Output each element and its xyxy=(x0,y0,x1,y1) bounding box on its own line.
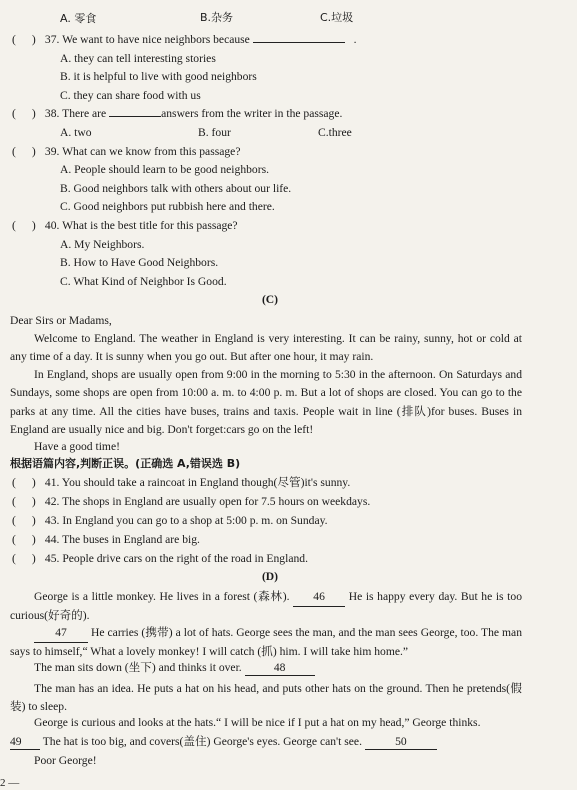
option-c: C.three xyxy=(318,126,352,139)
question-38 xyxy=(12,107,342,121)
answer-paren-open: ( xyxy=(12,533,16,546)
q40-option-c: C. What Kind of Neighbor Is Good. xyxy=(60,275,227,288)
question-number: 44. xyxy=(44,533,60,546)
q37-option-b: B. it is helpful to live with good neighbors xyxy=(60,70,257,83)
true-false-instruction: 根据语篇内容,判断正误。(正确选 A,错误选 B) xyxy=(10,457,241,470)
question-number: 40. xyxy=(44,219,60,232)
question-text: People drive cars on the right of the road in England. xyxy=(62,552,308,565)
answer-paren-close: ) xyxy=(31,107,36,120)
question-37 xyxy=(12,33,357,47)
answer-paren-close: ) xyxy=(31,476,36,489)
answer-paren-open: ( xyxy=(12,145,16,158)
q40-option-a: A. My Neighbors. xyxy=(60,238,145,251)
option-a: A. 零食 xyxy=(60,12,97,25)
question-text-a: There are xyxy=(62,107,107,120)
cloze-blank-46[interactable]: 46 xyxy=(293,588,345,607)
question-text: We want to have nice neighbors because xyxy=(62,33,250,46)
question-number: 42. xyxy=(44,495,60,508)
question-number: 41. xyxy=(44,476,60,489)
passage-d-paragraph-2 xyxy=(10,624,522,661)
question-41 xyxy=(12,476,350,490)
question-number: 39. xyxy=(44,145,60,158)
question-number: 43. xyxy=(44,514,60,527)
question-text-b: answers from the writer in the passage. xyxy=(161,107,343,120)
answer-paren-open: ( xyxy=(12,107,16,120)
q37-option-c: C. they can share food with us xyxy=(60,89,201,102)
question-text: The shops in England are usually open for 7.5 hours on weekdays. xyxy=(62,495,371,508)
answer-paren-close: ) xyxy=(31,33,36,46)
question-43 xyxy=(12,514,328,528)
section-c-heading: (C) xyxy=(261,293,279,306)
passage-d-paragraph-3 xyxy=(34,661,315,676)
answer-paren-open: ( xyxy=(12,33,16,46)
passage-text: The hat is too big, and covers(盖住) George's eyes. George can't see. xyxy=(42,735,362,748)
cloze-blank-47[interactable]: 47 xyxy=(34,624,88,643)
option-a: A. two xyxy=(60,126,92,139)
answer-paren-open: ( xyxy=(12,219,16,232)
question-39 xyxy=(12,145,240,159)
answer-blank[interactable] xyxy=(109,116,161,117)
question-44 xyxy=(12,533,200,547)
answer-paren-open: ( xyxy=(12,514,16,527)
option-c: C.垃圾 xyxy=(320,11,354,24)
passage-text: He carries (携带) a lot of hats. George sees the man, and the man sees George, too. The man says to himself,“ What a lovely monkey! I will catch (抓) him. I will take him home.” xyxy=(10,626,522,658)
question-40 xyxy=(12,219,238,233)
question-text: What is the best title for this passage? xyxy=(62,219,238,232)
question-text: You should take a raincoat in England though(尽管)it's sunny. xyxy=(61,476,351,489)
answer-paren-close: ) xyxy=(31,533,36,546)
question-42 xyxy=(12,495,370,509)
passage-text: The man sits down (坐下) and thinks it over. xyxy=(34,661,242,674)
question-45 xyxy=(12,552,308,566)
passage-d-paragraph-6 xyxy=(10,735,437,750)
answer-paren-close: ) xyxy=(31,552,36,565)
q39-option-a: A. People should learn to be good neighbors. xyxy=(60,163,269,176)
question-number: 45. xyxy=(44,552,60,565)
q39-option-c: C. Good neighbors put rubbish here and there. xyxy=(60,200,275,213)
question-text: What can we know from this passage? xyxy=(62,145,241,158)
question-end: . xyxy=(353,33,357,46)
passage-text: George is a little monkey. He lives in a forest (森林). xyxy=(34,590,290,603)
passage-d-paragraph-5: George is curious and looks at the hats.“ I will be nice if I put a hat on my head,” George thinks. xyxy=(34,716,481,729)
passage-text: He is happy every day. But he is too curious(好奇的). xyxy=(10,590,522,622)
answer-paren-close: ) xyxy=(31,219,36,232)
passage-c-paragraph-2: In England, shops are usually open from 9:00 in the morning to 5:30 in the afternoon. On Saturdays and Sundays, some shops are open from 10:00 a. m. to 4:00 p. m. But a lot of shops are closed. You can go to the parks at any time. All the cities have buses, trains and taxis. People wait in line (排队)for buses. Buses in England are usually nice and big. Don't forget:cars go on the left! xyxy=(10,368,522,437)
answer-paren-open: ( xyxy=(12,552,16,565)
passage-d-paragraph-1 xyxy=(10,588,522,625)
q36-options xyxy=(60,12,480,26)
answer-blank[interactable] xyxy=(253,42,345,43)
q38-options xyxy=(60,126,460,140)
section-d-heading: (D) xyxy=(261,570,279,583)
passage-c-paragraph-1: Welcome to England. The weather in England is very interesting. It can be rainy, sunny, hot or cold at any time of a day. It is sunny when you go out. But after one hour, it may rain. xyxy=(10,332,522,363)
page-number: 2 — xyxy=(0,777,20,789)
answer-paren-close: ) xyxy=(31,495,36,508)
q37-option-a: A. they can tell interesting stories xyxy=(60,52,216,65)
cloze-blank-50[interactable]: 50 xyxy=(365,735,437,750)
question-number: 38. xyxy=(44,107,60,120)
question-text: The buses in England are big. xyxy=(62,533,200,546)
q40-option-b: B. How to Have Good Neighbors. xyxy=(60,256,219,269)
passage-d-paragraph-7: Poor George! xyxy=(34,754,97,767)
answer-paren-close: ) xyxy=(31,145,36,158)
question-text: In England you can go to a shop at 5:00 p. m. on Sunday. xyxy=(62,514,328,527)
letter-greeting: Dear Sirs or Madams, xyxy=(10,314,112,327)
cloze-blank-48[interactable]: 48 xyxy=(245,661,315,676)
cloze-blank-49[interactable]: 49 xyxy=(10,735,40,750)
passage-d-paragraph-4: The man has an idea. He puts a hat on his head, and puts other hats on the ground. Then he pretends(假装) to sleep. xyxy=(10,682,522,713)
answer-paren-close: ) xyxy=(31,514,36,527)
question-number: 37. xyxy=(44,33,60,46)
q39-option-b: B. Good neighbors talk with others about our life. xyxy=(60,182,292,195)
answer-paren-open: ( xyxy=(12,476,16,489)
answer-paren-open: ( xyxy=(12,495,16,508)
option-b: B. four xyxy=(198,126,231,139)
option-b: B.杂务 xyxy=(200,11,234,24)
passage-c-closing: Have a good time! xyxy=(34,440,120,453)
